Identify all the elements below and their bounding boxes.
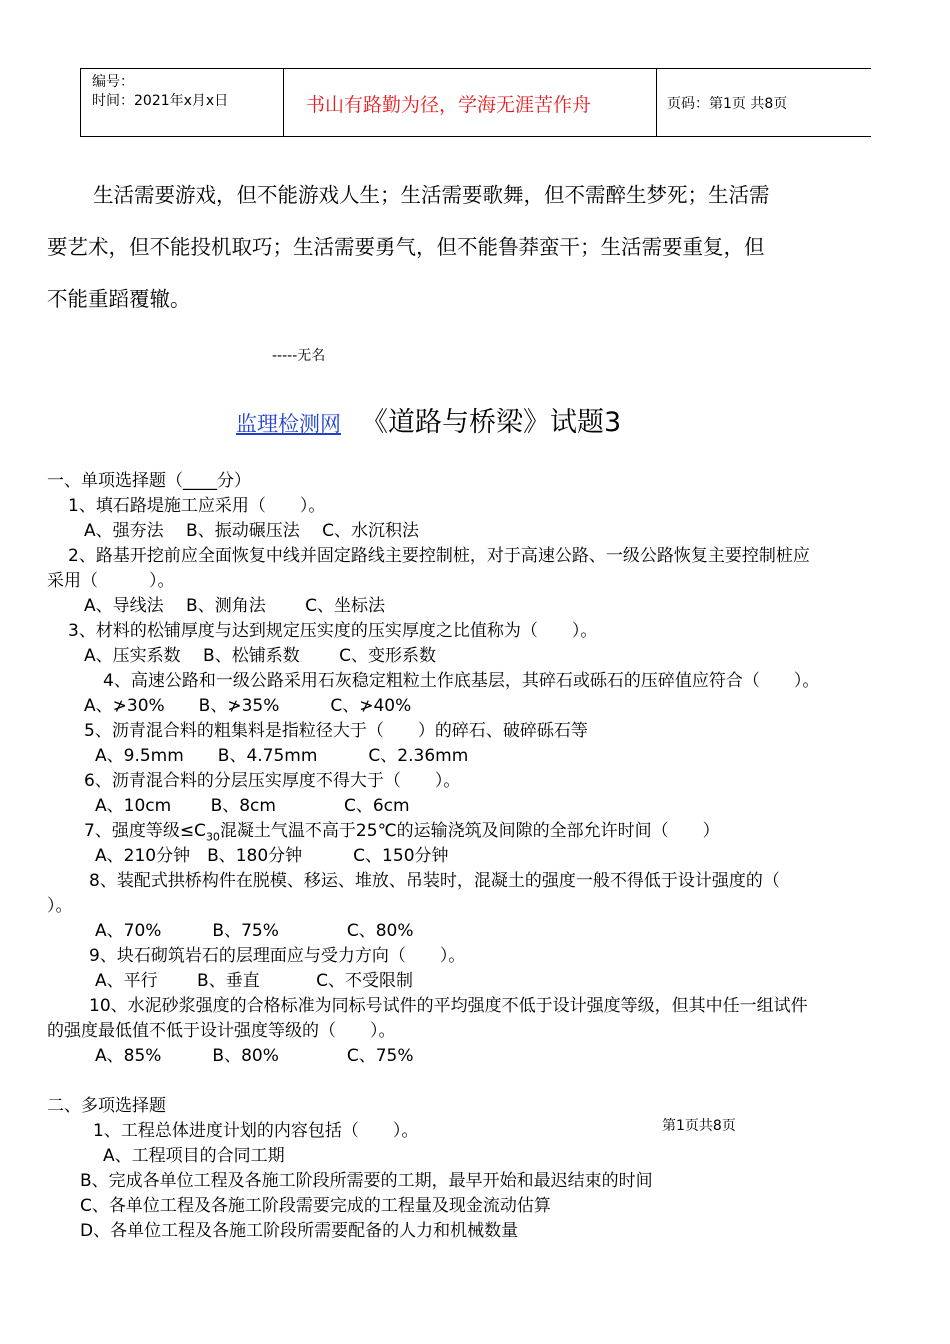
mq1-question: 1、工程总体进度计划的内容包括（ ）。 [93, 1121, 419, 1141]
quote-line-2: 要艺术，但不能投机取巧；生活需要勇气，但不能鲁莽蛮干；生活需要重复，但 [47, 235, 765, 259]
q2-options: A、导线法 B、测角法 C、坐标法 [84, 596, 385, 616]
q3-question: 3、材料的松铺厚度与达到规定压实度的压实厚度之比值称为（ ）。 [68, 621, 598, 641]
q2-question-cont: 采用（ ）。 [47, 571, 175, 591]
title-link[interactable]: 监理检测网 [236, 412, 341, 436]
q8-question: 8、装配式拱桥构件在脱模、移运、堆放、吊装时，混凝土的强度一般不得低于设计强度的（ [89, 871, 780, 891]
q10-question: 10、水泥砂浆强度的合格标准为同标号试件的平均强度不低于设计强度等级，但其中任一组试件 [89, 996, 808, 1016]
footer-page-label: 第1页共8页 [662, 1118, 736, 1134]
quote-author: -----无名 [272, 348, 326, 364]
q8-question-cont: ）。 [47, 896, 73, 916]
header-page-cell [657, 69, 871, 136]
q6-question: 6、沥青混合料的分层压实厚度不得大于（ ）。 [84, 771, 461, 791]
q10-options: A、85% B、80% C、75% [95, 1046, 414, 1066]
quote-line-1: 生活需要游戏，但不能游戏人生；生活需要歌舞，但不需醉生梦死；生活需 [93, 183, 770, 207]
q7-subscript: 30 [205, 830, 220, 844]
q7-question [84, 816, 720, 843]
q9-question: 9、块石砌筑岩石的层理面应与受力方向（ ）。 [89, 946, 466, 966]
header-motto-cell [284, 69, 657, 136]
q8-options: A、70% B、75% C、80% [95, 921, 414, 941]
q4-options: A、≯30% B、≯35% C、≯40% [84, 696, 412, 716]
section2-heading: 二、多项选择题 [47, 1096, 166, 1116]
quote-line-3: 不能重蹈覆辙。 [47, 287, 191, 311]
q3-options: A、压实系数 B、松铺系数 C、变形系数 [84, 646, 436, 666]
q1-question: 1、填石路堤施工应采用（ ）。 [68, 496, 326, 516]
document-title [236, 400, 621, 439]
q1-options: A、强夯法 B、振动碾压法 C、水沉积法 [84, 521, 419, 541]
header-meta-cell [81, 69, 284, 136]
q9-options: A、平行 B、垂直 C、不受限制 [95, 971, 413, 991]
title-main: 《道路与桥梁》试题3 [361, 407, 622, 438]
q7-question-start: 7、强度等级≤C [84, 821, 206, 841]
header-table [80, 68, 871, 137]
mq1-option-d: D、各单位工程及各施工阶段所需要配备的人力和机械数量 [80, 1221, 519, 1241]
q10-question-cont: 的强度最低值不低于设计强度等级的（ ）。 [47, 1021, 396, 1041]
section1-heading: 一、单项选择题（____分） [47, 471, 251, 491]
q7-options: A、210分钟 B、180分钟 C、150分钟 [95, 846, 449, 866]
header-page-label: 页码：第1页 共8页 [667, 96, 788, 112]
serial-label: 编号： [92, 74, 134, 90]
mq1-option-b: B、完成各单位工程及各施工阶段所需要的工期，最早开始和最迟结束的时间 [80, 1171, 653, 1191]
q2-question: 2、路基开挖前应全面恢复中线并固定路线主要控制桩，对于高速公路、一级公路恢复主要控制桩应 [68, 546, 810, 566]
q6-options: A、10cm B、8cm C、6cm [95, 796, 410, 816]
time-label: 时间：2021年x月x日 [92, 93, 229, 109]
q7-question-end: 混凝土气温不高于25℃的运输浇筑及间隙的全部允许时间（ ） [219, 821, 720, 841]
q5-question: 5、沥青混合料的粗集料是指粒径大于（ ）的碎石、破碎砾石等 [84, 721, 588, 741]
q5-options: A、9.5mm B、4.75mm C、2.36mm [95, 746, 469, 766]
q4-question: 4、高速公路和一级公路采用石灰稳定粗粒土作底基层，其碎石或砾石的压碎值应符合（ ）。 [103, 671, 820, 691]
motto: 书山有路勤为径，学海无涯苦作舟 [306, 94, 592, 116]
mq1-option-c: C、各单位工程及各施工阶段需要完成的工程量及现金流动估算 [80, 1196, 551, 1216]
mq1-option-a: A、工程项目的合同工期 [103, 1146, 285, 1166]
